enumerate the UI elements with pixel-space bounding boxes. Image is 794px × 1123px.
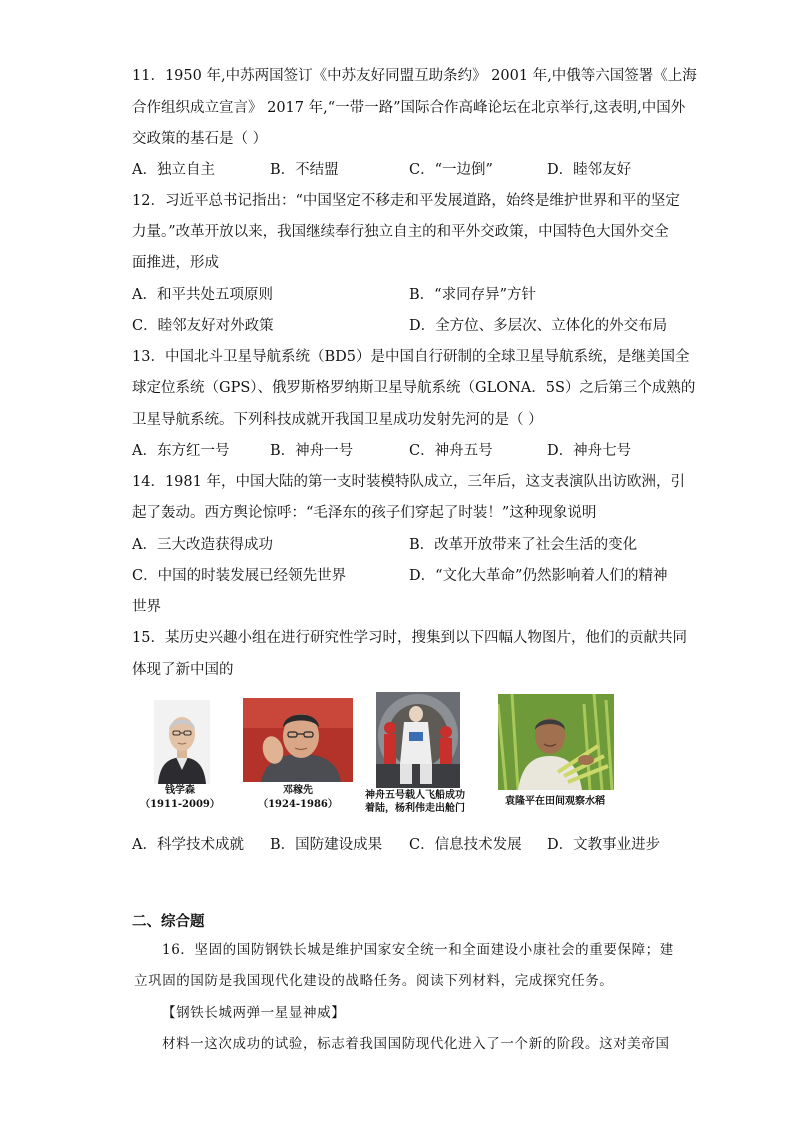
portrait-photo (243, 698, 353, 782)
q15-options (132, 835, 672, 855)
q14-options-row-1 (132, 535, 672, 555)
section-title: 二、综合题 (132, 913, 205, 930)
q12-option-c[interactable]: C．睦邻友好对外政策 (132, 318, 274, 334)
q11-line-1: 11．1950 年,中苏两国签订《中苏友好同盟互助条约》 2001 年,中俄等六国签署《上海 (132, 68, 697, 84)
q14-option-d[interactable]: D．“文化大革命”仍然影响着人们的精神 (409, 568, 668, 584)
q13-option-c[interactable]: C．神舟五号 (409, 443, 493, 459)
figure-yuan-longping (490, 692, 620, 820)
figure-2-caption-name: 邓稼先 (283, 785, 313, 796)
figure-shenzhou-5 (360, 692, 470, 820)
q11-option-b[interactable]: B．不结盟 (270, 162, 339, 178)
q11-option-c[interactable]: C．“一边倒” (409, 162, 493, 178)
figure-deng-jiaxian (243, 692, 355, 820)
figure-1-caption-years: （1911-2009） (140, 799, 220, 810)
q15-line-1: 15．某历史兴趣小组在进行研究性学习时，搜集到以下四幅人物图片，他们的贡献共同 (132, 630, 687, 646)
figure-qian-xuesen (140, 692, 220, 820)
q16-line-1: 16．坚固的国防钢铁长城是维护国家安全统一和全面建设小康社会的重要保障；建 (162, 942, 674, 958)
q12-line-1: 12．习近平总书记指出：“中国坚定不移走和平发展道路，始终是维护世界和平的坚定 (132, 193, 680, 209)
q15-option-d[interactable]: D．文教事业进步 (547, 837, 661, 853)
q12-options-row-1 (132, 285, 672, 305)
q12-line-3: 面推进，形成 (132, 255, 219, 271)
figure-3-caption-line-1: 神舟五号载人飞船成功 (365, 790, 465, 801)
q11-line-3: 交政策的基石是（ ） (132, 131, 268, 147)
figure-3-caption-line-2: 着陆，杨利伟走出舱门 (365, 803, 465, 814)
portrait-photo (154, 700, 210, 784)
q13-line-2: 球定位系统（GPS）、俄罗斯格罗纳斯卫星导航系统（GLONA．5S）之后第三个成熟的 (132, 380, 696, 396)
q13-options (132, 441, 672, 461)
material-1-text: 材料一这次成功的试验，标志着我国国防现代化进入了一个新的阶段。这对美帝国 (162, 1036, 670, 1052)
q12-line-2: 力量。”改革开放以来，我国继续奉行独立自主的和平外交政策，中国特色大国外交全 (132, 224, 669, 240)
q14-option-b[interactable]: B．改革开放带来了社会生活的变化 (409, 537, 638, 553)
q13-option-a[interactable]: A．东方红一号 (132, 443, 230, 459)
q15-figures (0, 692, 794, 820)
rice-field-photo (498, 694, 614, 790)
q15-line-2: 体现了新中国的 (132, 662, 234, 678)
q16-line-2: 立巩固的国防是我国现代化建设的战略任务。阅读下列材料，完成探究任务。 (134, 973, 614, 989)
q11-options (132, 160, 672, 180)
q13-option-d[interactable]: D．神舟七号 (547, 443, 632, 459)
q12-option-d[interactable]: D．全方位、多层次、立体化的外交布局 (409, 318, 668, 334)
figure-1-caption-name: 钱学森 (165, 785, 195, 796)
q14-option-d-continued: 世界 (132, 599, 161, 615)
q14-line-1: 14．1981 年，中国大陆的第一支时装模特队成立，三年后，这支表演队出访欧洲，引 (132, 474, 685, 490)
q14-option-c[interactable]: C．中国的时装发展已经领先世界 (132, 568, 347, 584)
q12-option-b[interactable]: B．“求同存异”方针 (409, 287, 536, 303)
figure-2-caption-years: （1924-1986） (258, 799, 338, 810)
figure-4-caption: 袁隆平在田间观察水稻 (505, 796, 605, 807)
q11-line-2: 合作组织成立宣言》 2017 年,“一带一路”国际合作高峰论坛在北京举行,这表明,中国外 (132, 100, 686, 116)
q15-option-b[interactable]: B．国防建设成果 (270, 837, 383, 853)
q12-option-a[interactable]: A．和平共处五项原则 (132, 287, 273, 303)
q13-line-3: 卫星导航系统。下列科技成就开我国卫星成功发射先河的是（ ） (132, 412, 543, 428)
spacecraft-photo (376, 692, 460, 788)
q14-option-a[interactable]: A．三大改造获得成功 (132, 537, 273, 553)
q11-option-a[interactable]: A．独立自主 (132, 162, 215, 178)
q13-option-b[interactable]: B．神舟一号 (270, 443, 354, 459)
q11-option-d[interactable]: D．睦邻友好 (547, 162, 632, 178)
material-subheading: 【钢铁长城两弹一星显神威】 (162, 1005, 346, 1021)
q14-options-row-2 (132, 566, 672, 586)
q14-line-2: 起了轰动。西方舆论惊呼：“毛泽东的孩子们穿起了时装！”这种现象说明 (132, 505, 597, 521)
q13-line-1: 13．中国北斗卫星导航系统（BD5）是中国自行研制的全球卫星导航系统，是继美国全 (132, 349, 690, 365)
q12-options-row-2 (132, 316, 672, 336)
q15-option-a[interactable]: A．科学技术成就 (132, 837, 244, 853)
q15-option-c[interactable]: C．信息技术发展 (409, 837, 522, 853)
